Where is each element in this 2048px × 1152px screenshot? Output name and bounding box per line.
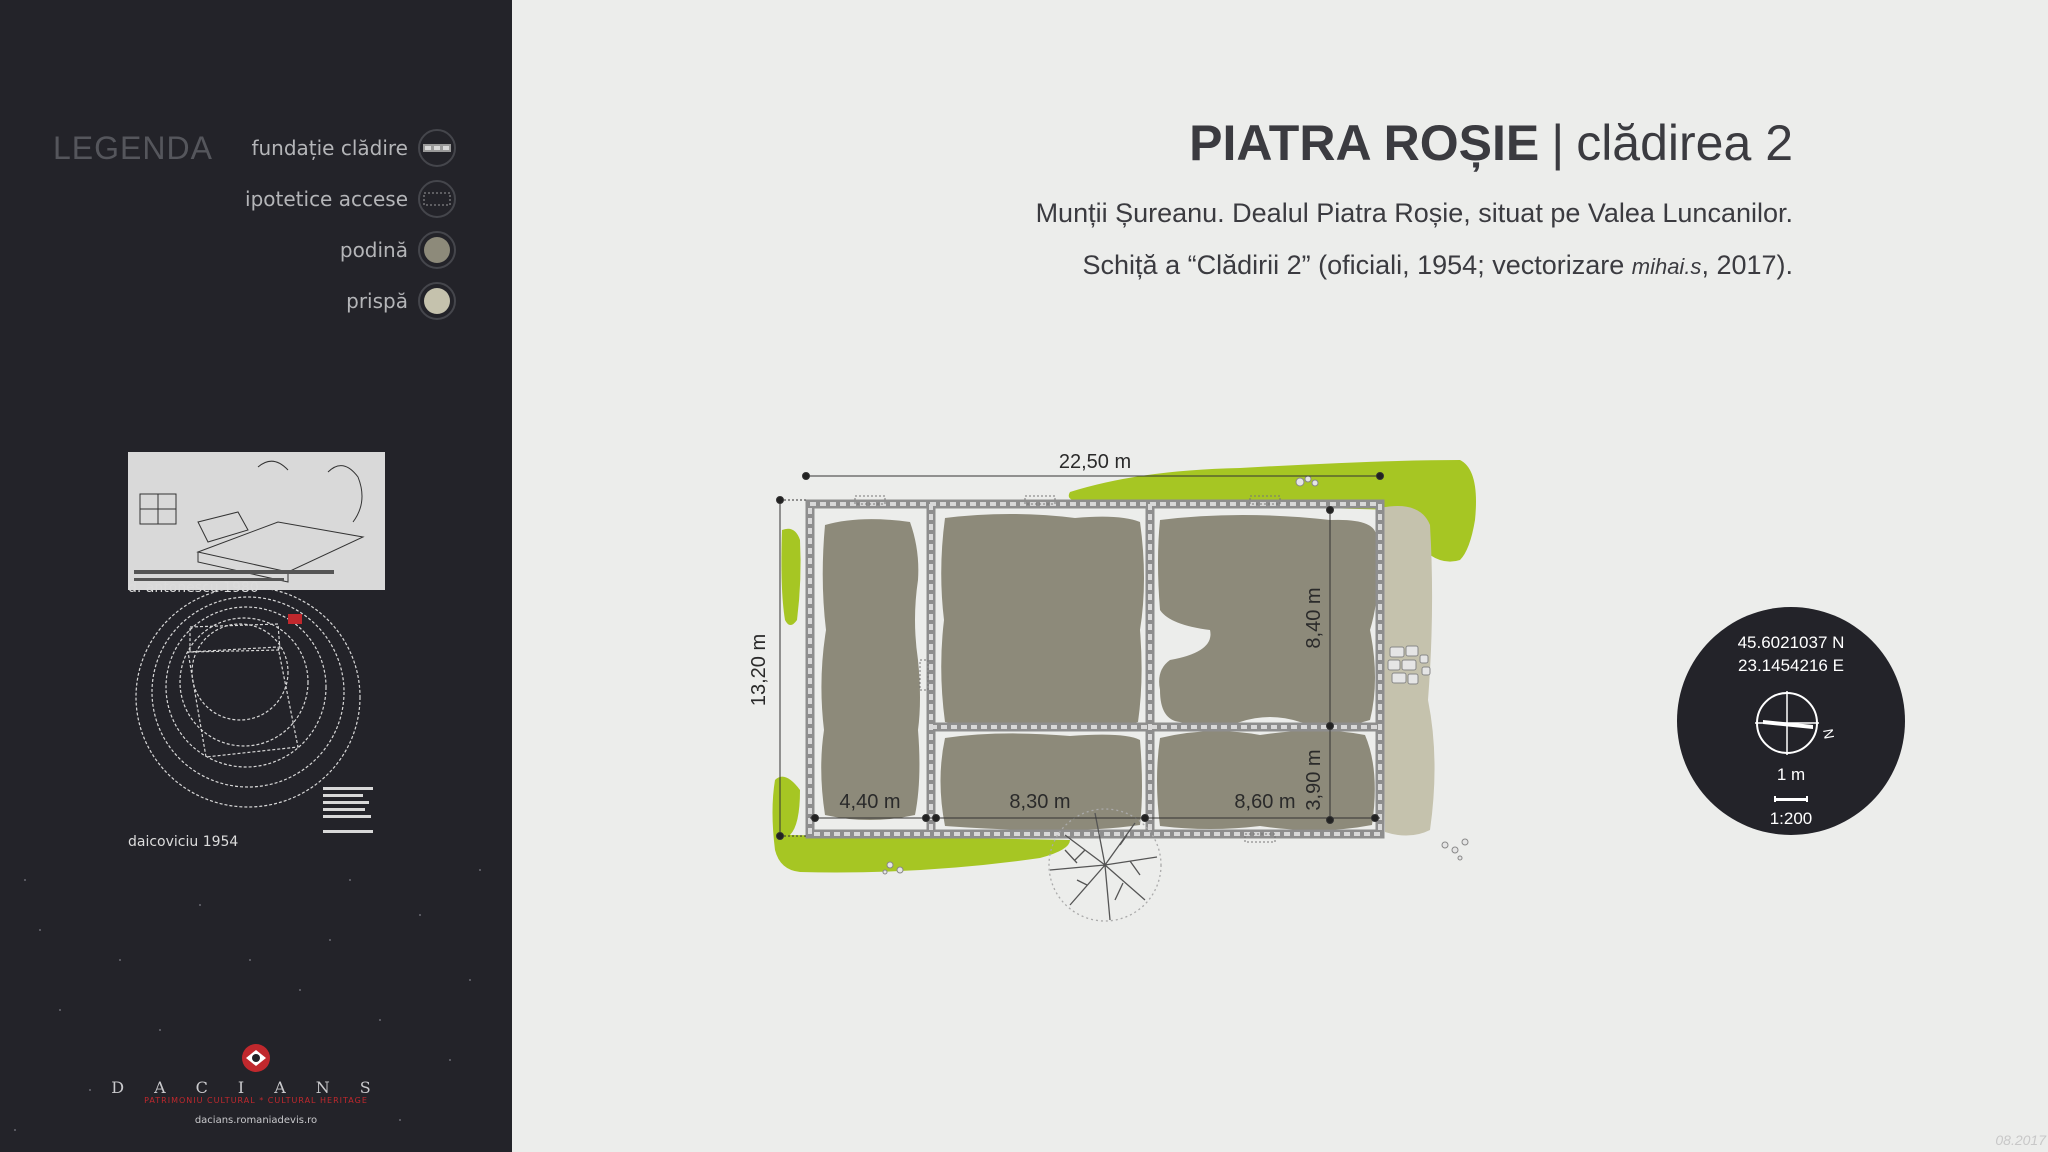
floor-room-1 bbox=[821, 519, 920, 820]
building-floor-plan bbox=[740, 430, 1500, 970]
longitude: 23.1454216 E bbox=[1738, 656, 1844, 675]
dim-porch-depth: 3,90 m bbox=[1303, 749, 1325, 811]
dim-room-2: 8,30 m bbox=[1009, 791, 1071, 813]
scale-ratio: 1:200 bbox=[1769, 809, 1813, 828]
coordinates bbox=[1677, 631, 1905, 677]
legend-label: podină bbox=[339, 238, 408, 262]
title-building: clădirea 2 bbox=[1576, 115, 1793, 171]
dacians-logo-icon bbox=[241, 1043, 271, 1073]
historic-drawings bbox=[128, 452, 385, 847]
scale-info bbox=[1677, 764, 1905, 830]
scale-length: 1 m bbox=[1776, 765, 1806, 784]
subtitle-source-start: Schiță a “Clădirii 2” (oficiali, 1954; vectorizare bbox=[1082, 250, 1632, 280]
subtitle-source-end: , 2017). bbox=[1701, 250, 1793, 280]
compass-panel bbox=[1677, 607, 1905, 835]
foundation-icon bbox=[418, 129, 456, 167]
north-label: N bbox=[1820, 727, 1838, 741]
porch-icon bbox=[418, 282, 456, 320]
dim-total-length: 22,50 m bbox=[1058, 451, 1132, 473]
floor-room-3 bbox=[1158, 515, 1378, 726]
brand-url[interactable]: dacians.romaniadevis.ro bbox=[194, 1115, 318, 1126]
subtitle-source-author: mihai.s bbox=[1631, 254, 1702, 279]
photo-caption-daicoviciu: daicoviciu 1954 bbox=[128, 834, 239, 850]
floor-areas bbox=[821, 514, 1378, 830]
latitude: 45.6021037 N bbox=[1737, 633, 1845, 652]
north-arrow-icon bbox=[1751, 687, 1841, 759]
legend-item-access bbox=[245, 177, 456, 221]
floor-room-2 bbox=[941, 514, 1144, 729]
dim-total-width: 13,20 m bbox=[748, 633, 770, 707]
sidebar bbox=[0, 0, 512, 1152]
floor-porch-room-2 bbox=[941, 733, 1143, 830]
legend-label: prispă bbox=[346, 289, 408, 313]
page-title bbox=[1189, 114, 1793, 172]
legend-item-floor bbox=[340, 228, 456, 272]
access-icon bbox=[418, 180, 456, 218]
subtitle-location: Munții Șureanu. Dealul Piatra Roșie, situat pe Valea Luncanilor. bbox=[1035, 198, 1793, 228]
dim-room-1: 4,40 m bbox=[839, 791, 901, 813]
subtitle-source bbox=[1083, 250, 1793, 281]
legend-label: fundație clădire bbox=[251, 136, 408, 160]
floor-icon bbox=[418, 231, 456, 269]
legend-label: ipotetice accese bbox=[245, 187, 408, 211]
photo-caption-antonescu: d. antonescu 1980 bbox=[128, 580, 259, 596]
brand-tagline: PATRIMONIU CULTURAL * CULTURAL HERITAGE bbox=[144, 1096, 368, 1105]
scale-bar-icon bbox=[1774, 796, 1808, 802]
brand-name: DACIANS bbox=[111, 1078, 401, 1097]
title-separator: | bbox=[1551, 115, 1565, 171]
floor-porch-room-3 bbox=[1157, 731, 1375, 831]
legend-item-porch bbox=[346, 279, 456, 323]
legend-item-foundation bbox=[251, 126, 456, 170]
dim-room-3: 8,60 m bbox=[1234, 791, 1296, 813]
grass-left bbox=[781, 529, 800, 625]
title-site: PIATRA ROȘIE bbox=[1189, 115, 1540, 171]
archival-sketch-image bbox=[128, 452, 385, 847]
legend-title: LEGENDA bbox=[53, 130, 213, 166]
footer-date: 08.2017 bbox=[1995, 1132, 2046, 1148]
dim-room-depth: 8,40 m bbox=[1303, 587, 1325, 649]
